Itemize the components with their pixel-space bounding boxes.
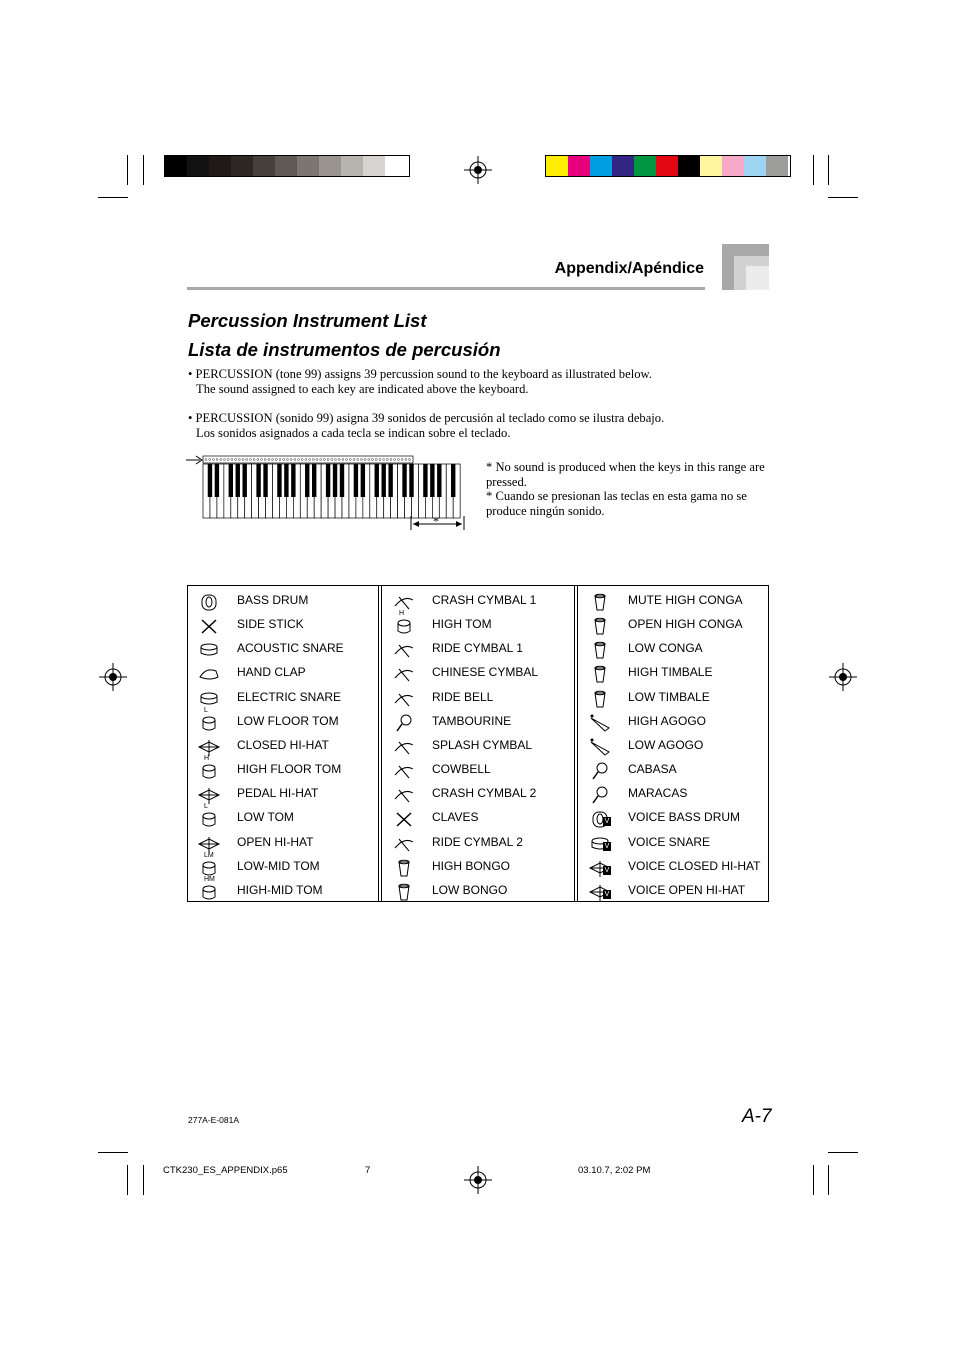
instrument-name: OPEN HI-HAT <box>237 834 314 849</box>
instrument-row <box>579 614 769 638</box>
pitch-tag: H <box>204 755 210 763</box>
instrument-name: CRASH CYMBAL 1 <box>432 593 537 607</box>
cabasa-icon <box>587 760 613 782</box>
color-swatch <box>297 156 319 176</box>
instrument-name: RIDE BELL <box>432 689 494 704</box>
color-swatch <box>590 156 612 176</box>
instrument-row <box>579 807 769 831</box>
percussion-table <box>187 585 769 902</box>
color-swatch <box>700 156 722 176</box>
high-timbale-icon <box>587 663 613 685</box>
instrument-name: CLOSED HI-HAT <box>237 737 329 752</box>
instrument-name: LOW AGOGO <box>628 737 704 752</box>
header-decoration <box>746 266 769 290</box>
claves-icon <box>391 808 417 830</box>
page-title-es: Lista de instrumentos de percusión <box>188 339 501 360</box>
high-agogo-icon <box>587 712 613 734</box>
instrument-name: CLAVES <box>432 810 479 825</box>
color-swatch <box>766 156 788 176</box>
crop-mark <box>828 1152 858 1153</box>
black-key <box>388 464 392 497</box>
instrument-row <box>188 735 378 759</box>
ride-cymbal-icon <box>391 639 417 661</box>
page-number: A-7 <box>742 1106 772 1127</box>
intro-paragraph-en: • PERCUSSION (tone 99) assigns 39 percussion sound to the keyboard as illustrated below. The sound assigned to each key are indicated above the keyboard. <box>188 367 652 396</box>
color-swatch <box>165 156 187 176</box>
instrument-row <box>579 687 769 711</box>
instrument-row <box>383 610 573 638</box>
black-key <box>340 464 344 497</box>
black-key <box>215 464 219 497</box>
color-swatch <box>568 156 590 176</box>
ride-cymbal-icon <box>391 833 417 855</box>
intro-paragraph-es: • PERCUSSION (sonido 99) asigna 39 sonidos de percusión al teclado como se ilustra debajo. Los sonidos asignados a cada tecla se indican sobre el teclado. <box>188 411 665 440</box>
color-swatch <box>341 156 363 176</box>
high-floor-tom-icon <box>196 760 222 782</box>
hand-clap-icon <box>196 663 222 685</box>
instrument-row <box>579 783 769 807</box>
pitch-tag: L <box>204 803 208 811</box>
instrument-row <box>383 735 573 759</box>
instrument-name: LOW-MID TOM <box>237 858 320 873</box>
voice-badge: V <box>604 866 610 874</box>
instrument-name: ELECTRIC SNARE <box>237 689 342 704</box>
instrument-name: BASS DRUM <box>237 593 309 607</box>
splash-cymbal-icon <box>391 736 417 758</box>
instrument-name: SIDE STICK <box>237 617 304 632</box>
instrument-name: CRASH CYMBAL 2 <box>432 786 537 801</box>
low-bongo-icon <box>391 881 417 903</box>
instrument-name: VOICE SNARE <box>628 834 711 849</box>
instrument-row <box>383 759 573 783</box>
voice-badge: V <box>604 818 610 826</box>
instrument-name: CABASA <box>628 762 677 777</box>
black-key <box>402 464 406 497</box>
instrument-row <box>188 706 378 735</box>
instrument-row <box>188 638 378 662</box>
color-swatch <box>253 156 275 176</box>
instrument-name: HIGH TIMBALE <box>628 665 713 680</box>
instrument-row <box>188 803 378 831</box>
instrument-row <box>579 711 769 735</box>
low-timbale-icon <box>587 688 613 710</box>
bass-drum-icon <box>196 591 222 613</box>
high-tom-icon <box>391 615 417 637</box>
color-swatch <box>363 156 385 176</box>
sheet-number: 7 <box>365 1165 371 1176</box>
ride-bell-icon <box>391 688 417 710</box>
instrument-name: LOW BONGO <box>432 882 508 897</box>
instrument-name: LOW FLOOR TOM <box>237 713 339 728</box>
crop-mark <box>828 197 858 198</box>
gray-calibration-bar <box>164 155 410 177</box>
black-key <box>312 464 316 497</box>
instrument-name: MUTE HIGH CONGA <box>628 593 743 607</box>
black-key <box>277 464 281 497</box>
instrument-row <box>383 832 573 856</box>
crop-mark <box>143 155 144 185</box>
black-key <box>243 464 247 497</box>
low-conga-icon <box>587 639 613 661</box>
crop-mark <box>143 1165 144 1195</box>
chinese-cymbal-icon <box>391 663 417 685</box>
instrument-name: CHINESE CYMBAL <box>432 665 539 680</box>
black-key <box>291 464 295 497</box>
color-swatch <box>678 156 700 176</box>
instrument-name: LOW TOM <box>237 810 294 825</box>
black-key <box>333 464 337 497</box>
column-divider <box>574 586 578 901</box>
instrument-row <box>188 783 378 807</box>
file-name: CTK230_ES_APPENDIX.p65 <box>163 1165 288 1176</box>
instrument-name: HIGH FLOOR TOM <box>237 762 342 777</box>
maracas-icon <box>587 784 613 806</box>
instrument-name: PEDAL HI-HAT <box>237 786 319 801</box>
crop-mark <box>98 197 128 198</box>
black-key <box>409 464 413 497</box>
instrument-name: TAMBOURINE <box>432 713 512 728</box>
instrument-row <box>383 590 573 614</box>
instrument-row <box>579 590 769 614</box>
black-key <box>256 464 260 497</box>
mute-high-conga-icon <box>587 591 613 613</box>
page-title-en: Percussion Instrument List <box>188 310 427 331</box>
instrument-name: SPLASH CYMBAL <box>432 737 533 752</box>
color-swatch <box>722 156 744 176</box>
instrument-name: VOICE BASS DRUM <box>628 810 741 825</box>
instrument-name: LOW CONGA <box>628 641 703 656</box>
crop-mark <box>127 1165 128 1195</box>
instrument-row <box>383 856 573 880</box>
registration-mark-icon <box>829 663 857 691</box>
instrument-name: HAND CLAP <box>237 665 306 680</box>
instrument-row <box>188 875 378 904</box>
instrument-row <box>383 687 573 711</box>
instrument-name: HIGH BONGO <box>432 858 511 873</box>
note-en: * No sound is produced when the keys in this range are pressed. <box>486 460 765 489</box>
black-key <box>451 464 455 497</box>
instrument-row <box>579 832 769 856</box>
pitch-tag: L <box>204 706 208 714</box>
instrument-row <box>188 662 378 686</box>
pitch-tag: LM <box>204 851 214 859</box>
tambourine-icon <box>391 712 417 734</box>
instrument-name: LOW TIMBALE <box>628 689 710 704</box>
registration-mark-icon <box>464 1166 492 1194</box>
instrument-name: MARACAS <box>628 786 688 801</box>
color-swatch <box>231 156 253 176</box>
black-key <box>229 464 233 497</box>
voice-badge: V <box>604 842 610 850</box>
electric-snare-icon <box>196 688 222 710</box>
crop-mark <box>98 1152 128 1153</box>
voice-badge: V <box>604 890 610 898</box>
open-high-conga-icon <box>587 615 613 637</box>
instrument-name: COWBELL <box>432 762 491 777</box>
instrument-row <box>579 759 769 783</box>
instrument-row <box>579 856 769 880</box>
instrument-row <box>188 590 378 614</box>
black-key <box>284 464 288 497</box>
instrument-name: HIGH AGOGO <box>628 713 707 728</box>
color-swatch <box>385 156 407 176</box>
color-swatch <box>319 156 341 176</box>
black-key <box>305 464 309 497</box>
black-key <box>430 464 434 497</box>
section-title: Appendix/Apéndice <box>554 260 704 277</box>
instrument-row <box>188 687 378 711</box>
black-key <box>263 464 267 497</box>
instrument-row <box>579 735 769 759</box>
black-key <box>361 464 365 497</box>
color-swatch <box>209 156 231 176</box>
side-stick-icon <box>196 615 222 637</box>
low-floor-tom-icon <box>196 712 222 734</box>
color-swatch <box>656 156 678 176</box>
instrument-row <box>579 662 769 686</box>
instrument-row <box>188 614 378 638</box>
registration-mark-icon <box>464 156 492 184</box>
instrument-row <box>383 662 573 686</box>
crop-mark <box>828 1165 829 1195</box>
color-swatch <box>546 156 568 176</box>
black-key <box>437 464 441 497</box>
instrument-row <box>579 638 769 662</box>
crop-mark <box>813 1165 814 1195</box>
document-code: 277A-E-081A <box>188 1115 240 1125</box>
column-divider <box>378 586 382 901</box>
pitch-tag: H <box>399 610 405 618</box>
black-key <box>423 464 427 497</box>
instrument-row <box>579 880 769 904</box>
black-key <box>208 464 212 497</box>
silent-range-marker: * <box>433 514 439 528</box>
crop-mark <box>813 155 814 185</box>
instrument-name: RIDE CYMBAL 2 <box>432 834 523 849</box>
instrument-row <box>188 851 378 880</box>
color-swatch <box>634 156 656 176</box>
instrument-name: HIGH TOM <box>432 617 492 632</box>
instrument-name: ACOUSTIC SNARE <box>237 641 344 656</box>
instrument-name: VOICE CLOSED HI-HAT <box>628 858 761 873</box>
header-rule <box>187 287 705 290</box>
black-key <box>354 464 358 497</box>
instrument-name: OPEN HIGH CONGA <box>628 617 743 632</box>
crop-mark <box>127 155 128 185</box>
instrument-row <box>383 638 573 662</box>
low-tom-icon <box>196 808 222 830</box>
black-key <box>326 464 330 497</box>
print-timestamp: 03.10.7, 2:02 PM <box>578 1165 651 1176</box>
instrument-row <box>188 755 378 783</box>
high-bongo-icon <box>391 857 417 879</box>
black-key <box>236 464 240 497</box>
color-swatch <box>744 156 766 176</box>
instrument-row <box>383 807 573 831</box>
instrument-name: HIGH-MID TOM <box>237 882 323 897</box>
pedal-hi-hat-icon <box>196 784 222 806</box>
color-calibration-bar <box>545 155 791 177</box>
acoustic-snare-icon <box>196 639 222 661</box>
color-swatch <box>612 156 634 176</box>
black-key <box>375 464 379 497</box>
color-swatch <box>275 156 297 176</box>
instrument-row <box>383 711 573 735</box>
crop-mark <box>828 155 829 185</box>
instrument-name: VOICE OPEN HI-HAT <box>628 882 746 897</box>
registration-mark-icon <box>99 663 127 691</box>
instrument-row <box>383 783 573 807</box>
cowbell-icon <box>391 760 417 782</box>
high-mid-tom-icon <box>196 881 222 903</box>
instrument-row <box>383 880 573 904</box>
instrument-row <box>188 832 378 856</box>
color-swatch <box>187 156 209 176</box>
note-es: * Cuando se presionan las teclas en esta gama no se produce ningún sonido. <box>486 489 747 518</box>
black-key <box>382 464 386 497</box>
pitch-tag: HM <box>204 875 215 883</box>
crash-cymbal-icon <box>391 784 417 806</box>
instrument-name: RIDE CYMBAL 1 <box>432 641 523 656</box>
low-agogo-icon <box>587 736 613 758</box>
